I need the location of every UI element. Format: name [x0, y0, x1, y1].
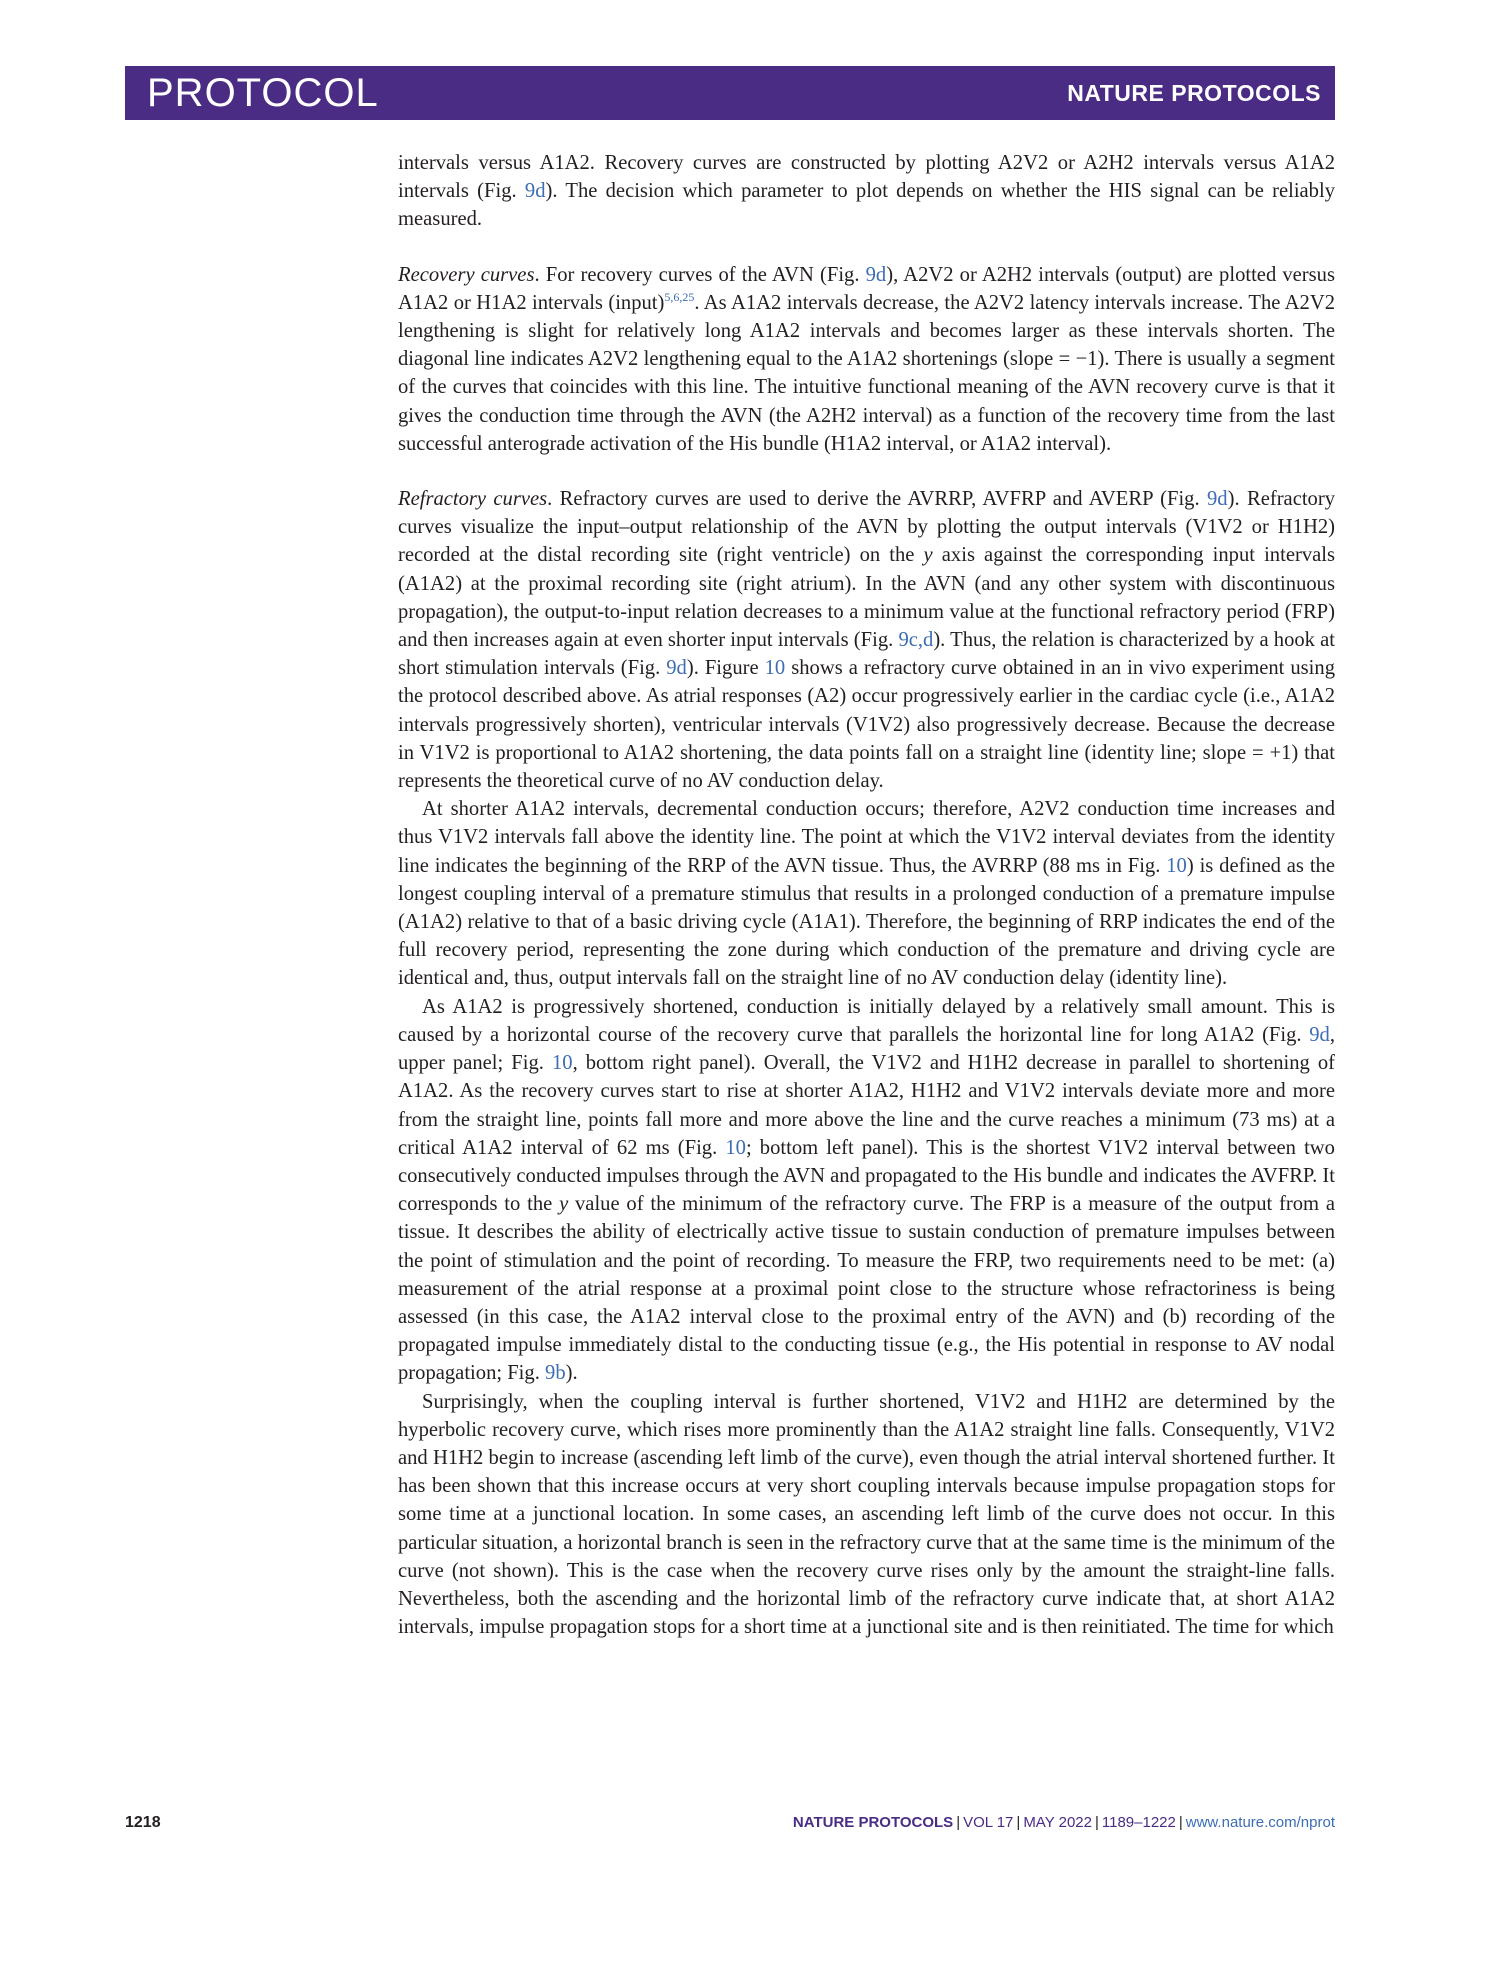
paragraph-recovery-curves: Recovery curves. For recovery curves of the AVN (Fig. 9d), A2V2 or A2H2 intervals (output) are plotted versus A1A2 or H1A2 intervals (input)$^{5,6,25}$. As A1A2 intervals decrease, the A2V2 latency intervals increase. The A2V2 lengthening is slight for relatively long A1A2 intervals and becomes larger as these intervals shorten. The diagonal line indicates A2V2 lengthening equal to the A1A2 shortenings (slope = −1). There is usually a segment of the curves that coincides with this line. The intuitive functional meaning of the AVN recovery curve is that it gives the conduction time through the AVN (the A2H2 interval) as a function of the recovery time from the last successful anterograde activation of the His bundle (H1A2 interval, or A1A2 interval). — [398, 263, 1335, 455]
section-label: PROTOCOL — [147, 71, 379, 115]
footer-journal: NATURE PROTOCOLS — [792, 1814, 954, 1831]
footer-pages: 1189–1222 — [1101, 1814, 1176, 1831]
header-bar — [125, 66, 1335, 120]
paragraph-5: As A1A2 is progressively shortened, conduction is initially delayed by a relatively small amount. This is caused by a horizontal course of the recovery curve that parallels the horizontal line for long A1A2 (Fig. 9d, upper panel; Fig. 10, bottom right panel). Overall, the V1V2 and H1H2 decrease in parallel to shortening of A1A2. As the recovery curves start to rise at shorter A1A2, H1H2 and V1V2 intervals deviate more and more from the straight line, points fall more and more above the line and the curve reaches a minimum (73 ms) at a critical A1A2 interval of 62 ms (Fig. 10; bottom left panel). This is the shortest V1V2 interval between two consecutively conducted impulses through the AVN and propagated to the His bundle and indicates the AVFRP. It corresponds to the y value of the minimum of the refractory curve. The FRP is a measure of the output from a tissue. It describes the ability of electrically active tissue to sustain conduction of premature impulses between the point of stimulation and the point of recording. To measure the FRP, two requirements need to be met: (a) measurement of the atrial response at a proximal point close to the structure whose refractoriness is being assessed (in this case, the A1A2 interval close to the proximal entry of the AVN) and (b) recording of the propagated impulse immediately distal to the conducting tissue (e.g., the His potential in response to AV nodal propagation; Fig. 9b). — [398, 995, 1336, 1385]
figure-link[interactable]: 9d — [666, 657, 687, 680]
figure-link[interactable]: 9d — [865, 263, 887, 286]
footer-date: MAY 2022 — [1023, 1814, 1092, 1831]
article-body — [398, 149, 1335, 1641]
paragraph-lead: Recovery curves — [398, 263, 535, 286]
paragraph-1: intervals versus A1A2. Recovery curves are constructed by plotting A2V2 or A2H2 intervals versus A1A2 intervals (Fig. 9d). The decision which parameter to plot depends on whether the HIS signal can be reliably measured. — [398, 152, 1335, 231]
footer-citation: NATURE PROTOCOLS | VOL 17 | MAY 2022 | 1189–1222 | www.nature.com/nprot — [792, 1814, 1335, 1831]
paragraph-lead: Refractory curves — [398, 488, 548, 511]
figure-link[interactable]: 9d — [1309, 1023, 1330, 1046]
journal-name: NATURE PROTOCOLS — [1067, 80, 1321, 106]
figure-link[interactable]: 10 — [764, 657, 786, 680]
page-number: 1218 — [125, 1814, 161, 1831]
figure-link[interactable]: 9d — [1207, 488, 1228, 511]
figure-link[interactable]: 10 — [725, 1136, 746, 1159]
figure-link[interactable]: 9c,d — [898, 629, 934, 652]
footer-volume: VOL 17 — [963, 1814, 1014, 1831]
figure-link[interactable]: 9d — [524, 180, 546, 203]
figure-link[interactable]: 10 — [1166, 854, 1187, 877]
figure-link[interactable]: 10 — [551, 1052, 573, 1075]
figure-link[interactable]: 9b — [545, 1362, 566, 1385]
paragraph-4: At shorter A1A2 intervals, decremental conduction occurs; therefore, A2V2 conduction time increases and thus V1V2 intervals fall above the identity line. The point at which the V1V2 interval deviates from the identity line indicates the beginning of the RRP of the AVN tissue. Thus, the AVRRP (88 ms in Fig. 10) is defined as the longest coupling interval of a premature stimulus that results in a prolonged conduction of a premature impulse (A1A2) relative to that of a basic driving cycle (A1A1). Therefore, the beginning of RRP indicates the end of the full recovery period, representing the zone during which conduction of the premature and driving cycle are identical and, thus, output intervals fall on the straight line of no AV conduction delay (identity line). — [398, 798, 1335, 990]
paragraph-6: Surprisingly, when the coupling interval is further shortened, V1V2 and H1H2 are determined by the hyperbolic recovery curve, which rises more prominently than the A1A2 straight line falls. Consequently, V1V2 and H1H2 begin to increase (ascending left limb of the curve), even though the atrial interval shortened further. It has been shown that this increase occurs at very short coupling intervals because impulse propagation stops for some time at a junctional location. In some cases, an ascending left limb of the curve does not occur. In this particular situation, a horizontal branch is seen in the refractory curve that at the same time is the minimum of the curve (not shown). This is the case when the recovery curve rises only by the amount the straight-line falls. Nevertheless, both the ascending and the horizontal limb of the refractory curve indicate that, at short A1A2 intervals, impulse propagation stops for a short time at a junctional site and is then reinitiated. The time for which — [398, 1390, 1335, 1639]
citation-link[interactable]: 5,6,25 — [664, 289, 695, 304]
paragraph-refractory-curves: Refractory curves. Refractory curves are used to derive the AVRRP, AVFRP and AVERP (Fig. 9d). Refractory curves visualize the input–output relationship of the AVN by plotting the output intervals (V1V2 or H1H2) recorded at the distal recording site (right ventricle) on the y axis against the corresponding input intervals (A1A2) at the proximal recording site (right atrium). In the AVN (and any other system with discontinuous propagation), the output-to-input relation decreases to a minimum value at the functional refractory period (FRP) and then increases again at even shorter input intervals (Fig. 9c,d). Thus, the relation is characterized by a hook at short stimulation intervals (Fig. 9d). Figure 10 shows a refractory curve obtained in an in vivo experiment using the protocol described above. As atrial responses (A2) occur progressively earlier in the cardiac cycle (i.e., A1A2 intervals progressively shorten), ventricular intervals (V1V2) also progressively decrease. Because the decrease in V1V2 is proportional to A1A2 shortening, the data points fall on a straight line (identity line; slope = +1) that represents the theoretical curve of no AV conduction delay. — [398, 488, 1336, 793]
footer-url-link[interactable]: www.nature.com/nprot — [1185, 1814, 1335, 1831]
